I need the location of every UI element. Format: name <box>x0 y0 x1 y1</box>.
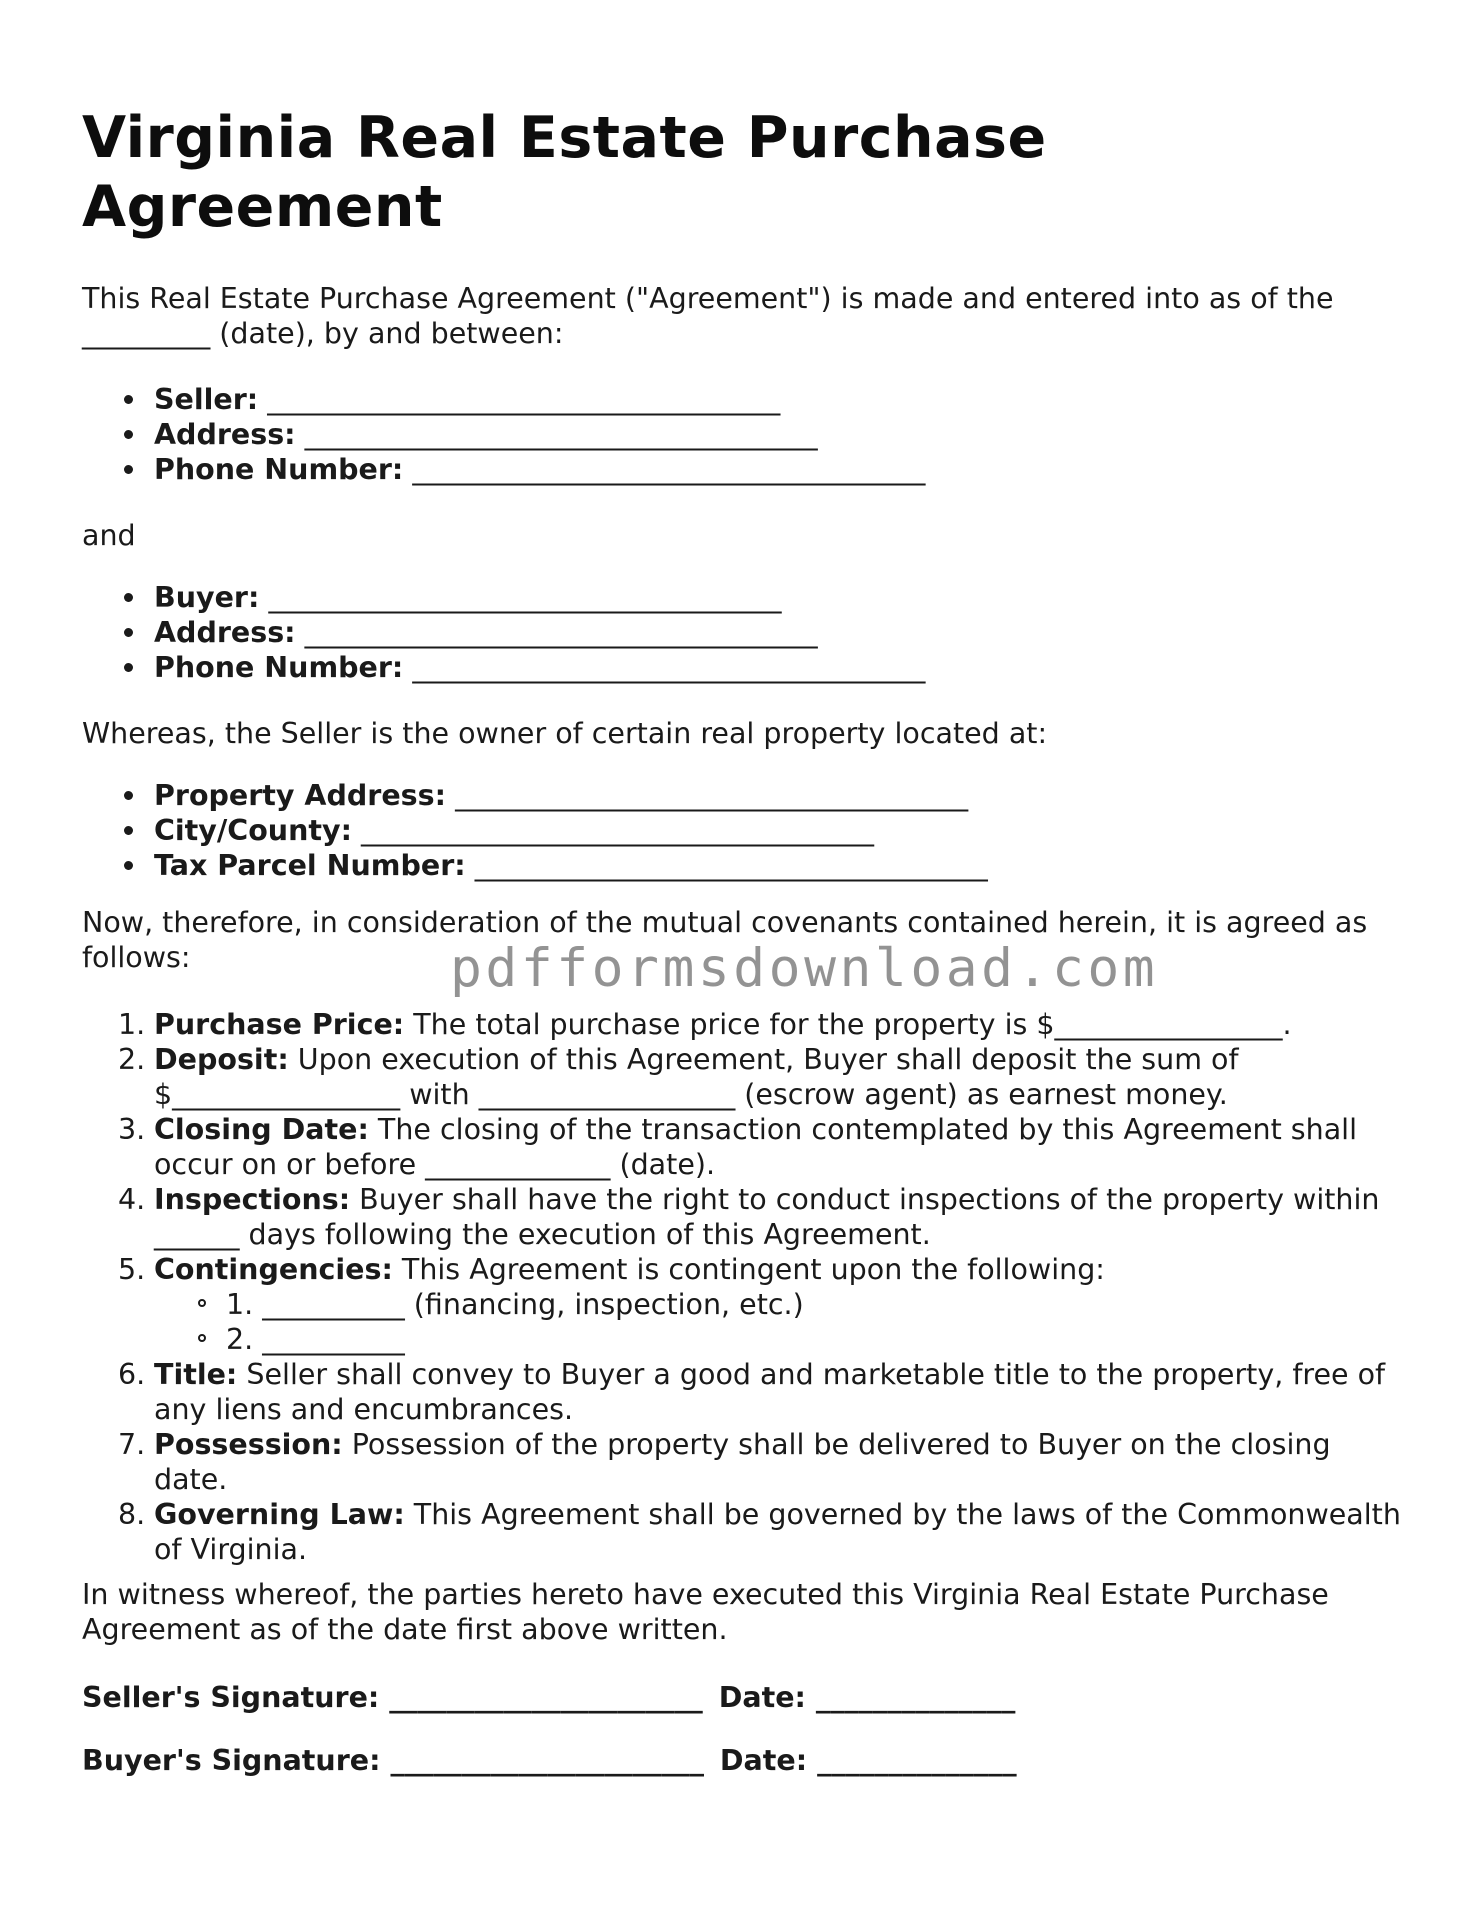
term-governing-law: 8. Governing Law: This Agreement shall be governed by the laws of the Commonwealth of Virginia. <box>118 1498 1401 1566</box>
term-closing-date: 3. Closing Date: The closing of the transaction contemplated by this Agreement shall occur on or before _____________ (date). <box>118 1113 1358 1181</box>
term-contingencies: 5. Contingencies: This Agreement is contingent upon the following: 1. __________ (financing, inspection, etc.) 2. __________ <box>82 1252 1402 1357</box>
page-title: Virginia Real Estate Purchase Agreement <box>82 105 1047 240</box>
buyer-address-field[interactable]: Address: ____________________________________ <box>154 615 925 650</box>
property-address-field[interactable]: Property Address: ____________________________________ <box>154 778 988 813</box>
watermark-text: pdfformsdownload.com <box>450 938 1159 999</box>
intro-paragraph: This Real Estate Purchase Agreement ("Agreement") is made and entered into as of the _________ (date), by and between: <box>82 282 1334 350</box>
tax-parcel-field[interactable]: Tax Parcel Number: ____________________________________ <box>154 849 988 882</box>
and-text: and <box>82 519 136 552</box>
seller-phone-field[interactable]: Phone Number: ____________________________________ <box>154 453 926 486</box>
contingency-item: 2. __________ <box>226 1322 1402 1357</box>
buyer-phone-field[interactable]: Phone Number: ____________________________________ <box>154 651 926 684</box>
term-purchase-price: 1. Purchase Price: The total purchase price for the property is $________________. <box>118 1008 1292 1041</box>
contingency-list <box>154 1287 1402 1357</box>
term-possession: 7. Possession: Possession of the property shall be delivered to Buyer on the closing date. <box>118 1428 1331 1496</box>
term-title: 6. Title: Seller shall convey to Buyer a good and marketable title to the property, free of any liens and encumbrances. <box>118 1358 1386 1426</box>
witness-paragraph: In witness whereof, the parties hereto have executed this Virginia Real Estate Purchase Agreement as of the date first above written. <box>82 1578 1329 1646</box>
buyer-name-field[interactable]: Buyer: ____________________________________ <box>154 580 925 615</box>
seller-fields <box>82 382 925 487</box>
property-fields <box>82 778 988 883</box>
buyer-signature-line[interactable]: Buyer's Signature: ______________________ Date: ______________ <box>82 1744 1017 1777</box>
term-deposit: 2. Deposit: Upon execution of this Agreement, Buyer shall deposit the sum of $________________ with __________________ (escrow agent) as earnest money. <box>118 1043 1239 1111</box>
now-therefore-paragraph: Now, therefore, in consideration of the mutual covenants contained herein, it is agreed as follows: <box>82 906 1368 974</box>
seller-name-field[interactable]: Seller: ____________________________________ <box>154 382 925 417</box>
seller-signature-line[interactable]: Seller's Signature: ______________________ Date: ______________ <box>82 1681 1016 1714</box>
term-inspections: 4. Inspections: Buyer shall have the right to conduct inspections of the property within ______ days following the execution of this Agreement. <box>118 1183 1380 1251</box>
buyer-fields <box>82 580 925 685</box>
city-county-field[interactable]: City/County: ____________________________________ <box>154 813 988 848</box>
whereas-paragraph: Whereas, the Seller is the owner of certain real property located at: <box>82 717 1048 750</box>
seller-address-field[interactable]: Address: ____________________________________ <box>154 417 925 452</box>
contingency-item: 1. __________ (financing, inspection, etc.) <box>226 1287 1402 1322</box>
terms-list <box>82 1007 1402 1567</box>
